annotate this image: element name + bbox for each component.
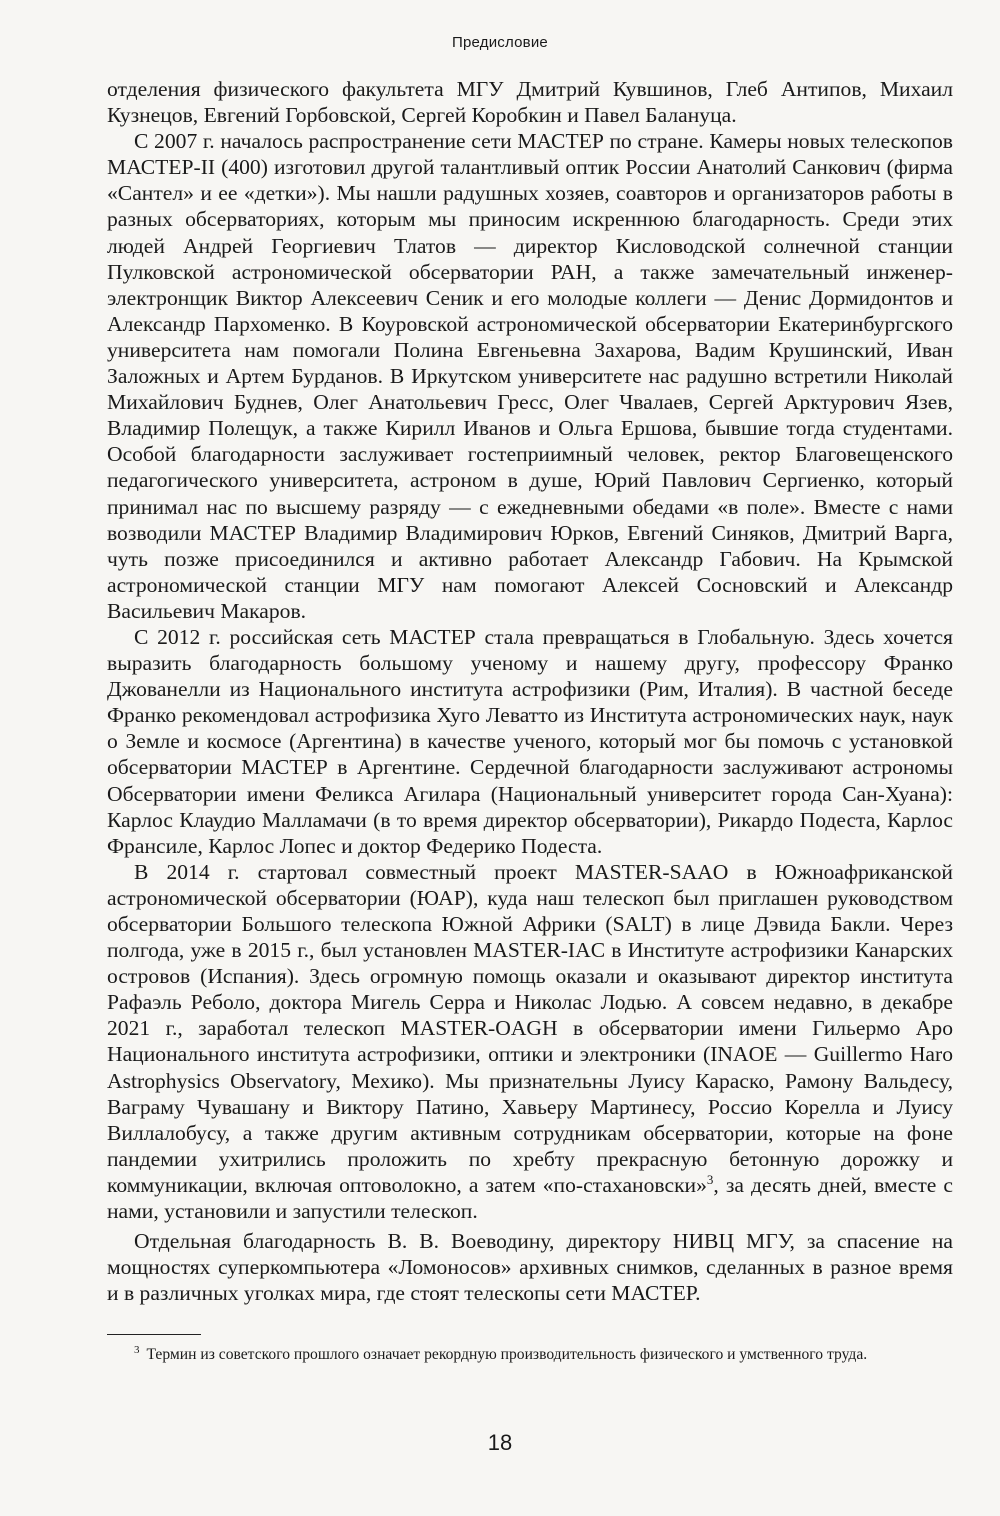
paragraph-5: Отдельная благодарность В. В. Воеводину, директору НИВЦ МГУ, за спасение на мощностях суперкомпьютера «Ломоносов» архивных снимков, сделанных в разное время и в различных уголках мира, где стоят телескопы сети МАСТЕР. <box>107 1229 953 1306</box>
paragraph-3: С 2012 г. российская сеть МАСТЕР стала превращаться в Глобальную. Здесь хочется выразить благодарность большому ученому и нашему другу, профессору Франко Джованелли из Национального института астрофизики (Рим, Италия). В частной беседе Франко рекомендовал астрофизика Хуго Леватто из Института астрономических наук, наук о Земле и космосе (Аргентина) в качестве ученого, который мог бы помочь с установкой обсерватории МАСТЕР в Аргентине. Сердечной благодарности заслуживают астрономы Обсерватории имени Феликса Агилара (Национальный университет города Сан-Хуана): Карлос Клаудио Малламачи (в то время директор обсерватории), Рикардо Подеста, Карлос Франсиле, Карлос Лопес и доктор Федерико Подеста. <box>107 624 953 858</box>
footnote <box>107 1344 953 1365</box>
paragraph-4-text: В 2014 г. стартовал совместный проект MASTER-SAAO в Южноафриканской астрономической обсерватории (ЮАР), куда наш телескоп был приглашен руководством обсерватории Большого телескопа Южной Африки (SALT) в лице Дэвида Бакли. Через полгода, уже в 2015 г., был установлен MASTER-IAC в Институте астрофизики Канарских островов (Испания). Здесь огромную помощь оказали и оказывают директор института Рафаэль Реболо, доктора Мигель Серра и Николас Лодью. А совсем недавно, в декабре 2021 г., заработал телескоп MASTER-OAGH в обсерватории имени Гильермо Аро Национального института астрофизики, оптики и электроники (INAOE — Guillermo Haro Astrophysics Observatory, Мехико). Мы признательны Луису Караско, Рамону Вальдесу, Ваграму Чувашану и Виктору Патино, Хавьеру Мартинесу, Россио Корелла и Луису Виллалобусу, а также другим активным сотрудникам обсерватории, которые на фоне пандемии ухитрились проложить по хребту прекрасную бетонную дорожку и коммуникации, включая оптоволокно, а затем «по-стахановски» <box>107 859 953 1197</box>
paragraph-2: С 2007 г. началось распространение сети МАСТЕР по стране. Камеры новых телескопов МАСТЕР-II (400) изготовил другой талантливый оптик России Анатолий Санкович (фирма «Сантел» и ее «детки»). Мы нашли радушных хозяев, соавторов и организаторов работы в разных обсерваториях, которым мы приносим искреннюю благодарность. Среди этих людей Андрей Георгиевич Тлатов — директор Кисловодской солнечной станции Пулковской астрономической обсерватории РАН, а также замечательный инженер-электронщик Виктор Алексеевич Сеник и его молодые коллеги — Денис Дормидонтов и Александр Пархоменко. В Коуровской астрономической обсерватории Екатеринбургского университета нам помогали Полина Евгеньевна Захарова, Вадим Крушинский, Иван Заложных и Артем Бурданов. В Иркутском университете нас радушно встретили Николай Михайлович Буднев, Олег Анатольевич Гресс, Олег Чвалаев, Сергей Арктурович Язев, Владимир Полещук, а также Кирилл Иванов и Ольга Ершова, бывшие тогда студентами. Особой благодарности заслуживает гостеприимный человек, ректор Благовещенского педагогического университета, астроном в душе, Юрий Павлович Сергиенко, который принимал нас по высшему разряду — с ежедневными обедами «в поле». Вместе с нами возводили МАСТЕР Владимир Владимирович Юрков, Евгений Синяков, Дмитрий Варга, чуть позже присоединился и активно работает Александр Габович. На Крымской астрономической станции МГУ нам помогают Алексей Сосновский и Александр Васильевич Макаров. <box>107 129 953 623</box>
body-text <box>107 76 953 1306</box>
footnote-text: Термин из советского прошлого означает рекордную производительность физического и умственного труда. <box>146 1346 868 1363</box>
paragraph-4-tail: , за десять дней, вместе с нами, установили и запустили телескоп. <box>107 1172 953 1224</box>
running-header: Предисловие <box>452 34 548 51</box>
footnote-divider <box>107 1334 201 1335</box>
footnote-reference: 3 <box>706 1171 714 1187</box>
paragraph-4 <box>107 859 953 1224</box>
footnote-mark: 3 <box>134 1343 140 1356</box>
paragraph-1: отделения физического факультета МГУ Дмитрий Кувшинов, Глеб Антипов, Михаил Кузнецов, Евгений Горбовской, Сергей Коробкин и Павел Балануца. <box>107 77 953 128</box>
page-number: 18 <box>487 1430 513 1455</box>
